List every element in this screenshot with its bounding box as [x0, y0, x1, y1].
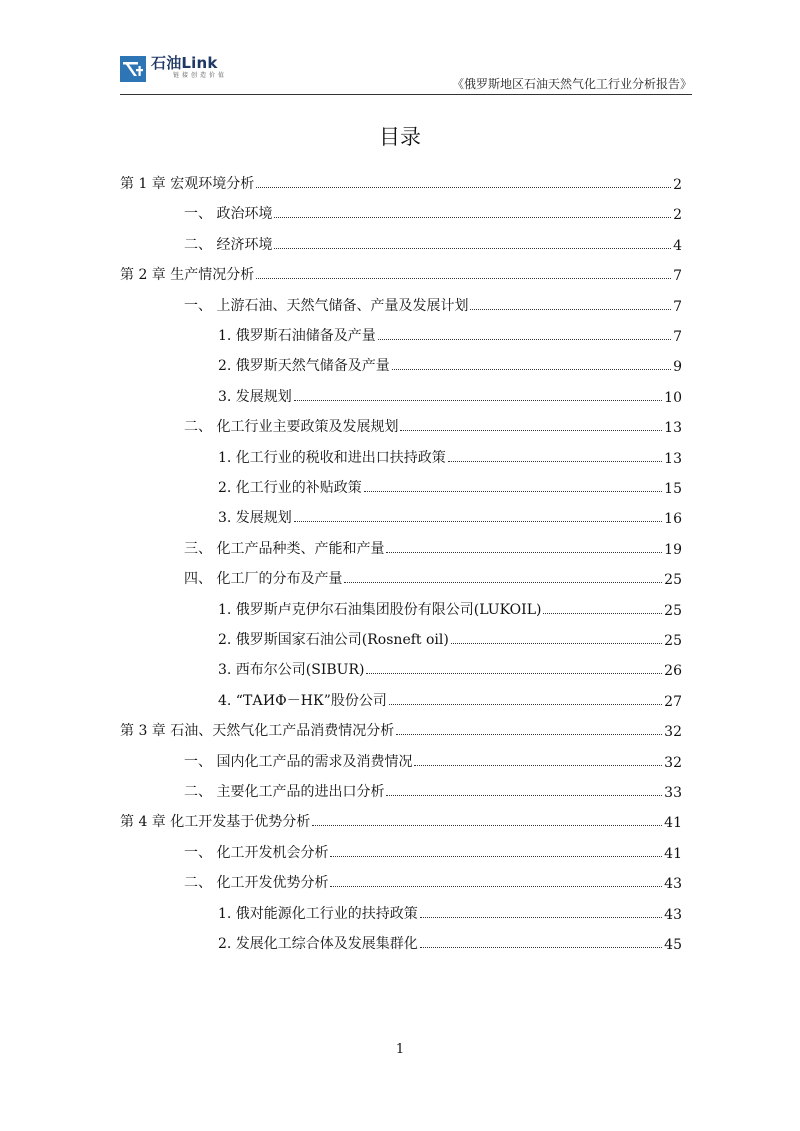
toc-entry-label: 一、 上游石油、天然气储备、产量及发展计划 — [184, 297, 469, 314]
toc-entry[interactable] — [218, 467, 682, 497]
page-number: 1 — [395, 1042, 405, 1057]
toc-entry-page: 32 — [664, 754, 682, 771]
toc-entry-page: 13 — [664, 450, 682, 467]
toc-entry-page: 13 — [664, 420, 682, 437]
toc-entry-page: 4 — [673, 237, 682, 254]
toc-dot-leader — [256, 187, 671, 188]
toc-entry-page: 7 — [673, 329, 682, 345]
toc-entry-page: 25 — [664, 602, 682, 619]
toc-entry-label: 4. “ТАИФ－НК”股份公司 — [218, 692, 387, 709]
logo-slogan: 链接创造价值 — [173, 72, 228, 79]
toc-entry[interactable] — [184, 558, 682, 588]
toc-entry-page: 10 — [664, 389, 682, 406]
toc-entry-label: 二、 主要化工产品的进出口分析 — [184, 784, 385, 800]
toc-entry[interactable] — [184, 406, 682, 436]
toc-dot-leader — [386, 795, 662, 796]
toc-entry[interactable] — [120, 801, 682, 831]
shilink-logo-icon — [120, 56, 146, 82]
toc-entry[interactable] — [184, 528, 682, 558]
toc-entry[interactable] — [120, 710, 682, 740]
toc-entry-page: 32 — [664, 724, 682, 741]
toc-entry-page: 27 — [664, 693, 682, 710]
toc-dot-leader — [414, 765, 662, 766]
toc-entry-page: 19 — [664, 541, 682, 558]
toc-entry-page: 45 — [664, 937, 682, 953]
toc-dot-leader — [420, 947, 662, 948]
logo — [120, 54, 227, 88]
toc-entry-label: 1. 化工行业的税收和进出口扶持政策 — [218, 449, 446, 466]
toc-entry[interactable] — [184, 771, 682, 801]
toc-entry[interactable] — [218, 589, 682, 619]
toc-entry[interactable] — [184, 285, 682, 315]
toc-entry[interactable] — [184, 832, 682, 862]
toc-entry[interactable] — [218, 497, 682, 527]
toc-entry-label: 2. 俄罗斯天然气储备及产量 — [218, 358, 390, 375]
toc-entry-page: 2 — [673, 207, 682, 224]
toc-entry[interactable] — [218, 649, 682, 679]
toc-entry-label: 一、 政治环境 — [184, 206, 273, 223]
toc-entry[interactable] — [218, 345, 682, 375]
toc-entry-label: 2. 化工行业的补贴政策 — [218, 480, 362, 496]
toc-entry[interactable] — [218, 680, 682, 710]
toc-dot-leader — [451, 643, 662, 644]
toc-entry[interactable] — [184, 193, 682, 223]
toc-dot-leader — [378, 339, 671, 340]
toc-dot-leader — [344, 582, 662, 583]
toc-entry-label: 3. 发展规划 — [218, 388, 292, 405]
toc-entry-page: 26 — [664, 663, 682, 680]
toc-entry[interactable] — [184, 741, 682, 771]
toc-entry-label: 1. 俄罗斯石油储备及产量 — [218, 328, 376, 344]
toc-entry-page: 2 — [673, 177, 682, 193]
toc-entry-page: 7 — [673, 268, 682, 285]
toc-dot-leader — [294, 400, 662, 401]
toc-entry[interactable] — [184, 224, 682, 254]
toc-entry-label: 第 3 章 石油、天然气化工产品消费情况分析 — [120, 723, 395, 740]
toc-dot-leader — [400, 430, 662, 431]
toc-dot-leader — [364, 491, 662, 492]
toc-entry[interactable] — [218, 619, 682, 649]
toc-entry[interactable] — [218, 315, 682, 345]
toc-entry-label: 二、 化工行业主要政策及发展规划 — [184, 419, 399, 436]
toc-entry-page: 15 — [664, 481, 682, 497]
toc-entry-page: 43 — [664, 876, 682, 893]
toc-dot-leader — [274, 217, 671, 218]
toc-entry-label: 一、 化工开发机会分析 — [184, 844, 329, 861]
toc-entry-page: 16 — [664, 511, 682, 528]
toc-entry-label: 第 4 章 化工开发基于优势分析 — [120, 814, 311, 831]
toc-dot-leader — [420, 917, 662, 918]
toc-entry-label: 3. 西布尔公司(SIBUR) — [218, 662, 365, 679]
toc-entry[interactable] — [218, 923, 682, 953]
toc-dot-leader — [448, 461, 662, 462]
toc-dot-leader — [330, 856, 662, 857]
toc-entry-page: 43 — [664, 906, 682, 923]
toc-entry-label: 一、 国内化工产品的需求及消费情况 — [184, 753, 413, 770]
toc-dot-leader — [256, 278, 671, 279]
toc-entry-page: 41 — [664, 815, 682, 832]
toc-entry[interactable] — [218, 376, 682, 406]
toc-entry[interactable] — [120, 254, 682, 284]
toc-entry-page: 25 — [664, 633, 682, 649]
toc-entry-label: 2. 发展化工综合体及发展集群化 — [218, 936, 418, 952]
toc-entry-label: 第 1 章 宏观环境分析 — [120, 176, 255, 192]
toc-dot-leader — [330, 886, 662, 887]
report-title: 《俄罗斯地区石油天然气化工行业分析报告》 — [451, 77, 692, 91]
header-divider — [120, 94, 692, 95]
toc-entry-page: 41 — [664, 845, 682, 862]
toc-title: 目录 — [379, 125, 421, 149]
toc-entry-page: 33 — [664, 785, 682, 801]
toc-entry-label: 二、 经济环境 — [184, 236, 273, 253]
toc-entry-label: 第 2 章 生产情况分析 — [120, 267, 255, 284]
toc-entry-label: 三、 化工产品种类、产能和产量 — [184, 540, 385, 557]
toc-dot-leader — [543, 613, 662, 614]
toc-dot-leader — [274, 248, 671, 249]
toc-entry[interactable] — [218, 893, 682, 923]
toc-dot-leader — [392, 369, 671, 370]
page-header — [120, 52, 692, 96]
toc-entry[interactable] — [218, 437, 682, 467]
toc-entry-label: 1. 俄罗斯卢克伊尔石油集团股份有限公司(LUKOIL) — [218, 601, 542, 618]
toc-dot-leader — [294, 521, 662, 522]
toc-entry-page: 7 — [673, 298, 682, 315]
toc-entry-label: 2. 俄罗斯国家石油公司(Rosneft oil) — [218, 632, 449, 648]
toc-dot-leader — [312, 825, 662, 826]
toc-entry[interactable] — [184, 862, 682, 892]
toc-dot-leader — [396, 734, 662, 735]
toc-entry[interactable] — [120, 163, 682, 193]
logo-name: 石油Link — [151, 54, 218, 72]
toc-dot-leader — [386, 552, 662, 553]
toc-entry-label: 四、 化工厂的分布及产量 — [184, 571, 343, 588]
toc-dot-leader — [366, 673, 662, 674]
toc-dot-leader — [389, 704, 662, 705]
toc-dot-leader — [470, 309, 671, 310]
toc-entry-label: 3. 发展规划 — [218, 510, 292, 527]
toc-entry-page: 25 — [664, 572, 682, 589]
toc-entry-page: 9 — [673, 359, 682, 376]
toc-entry-label: 二、 化工开发优势分析 — [184, 875, 329, 892]
toc-entry-label: 1. 俄对能源化工行业的扶持政策 — [218, 905, 418, 922]
